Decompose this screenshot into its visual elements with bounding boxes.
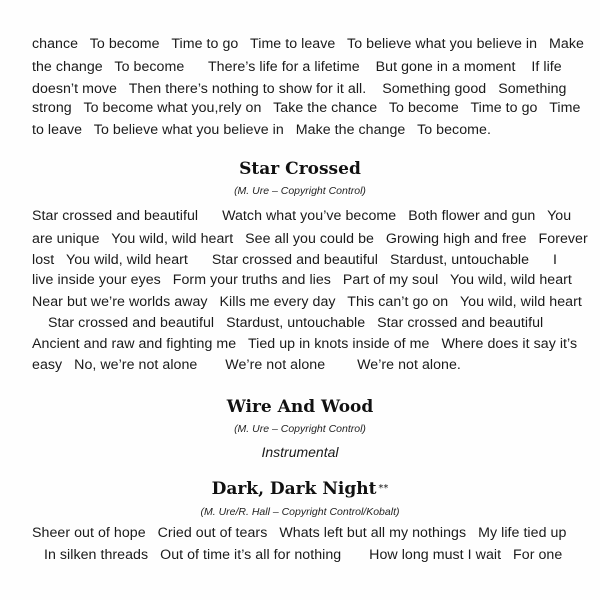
lyric-line: easy No, we’re not alone We’re not alone We’re not alone.	[32, 357, 461, 373]
lyric-line: Sheer out of hope Cried out of tears Whats left but all my nothings My life tied up	[32, 525, 567, 541]
lyric-line: doesn’t move Then there’s nothing to show for it all. Something good Something	[32, 81, 567, 97]
lyric-line: Ancient and raw and fighting me Tied up in knots inside of me Where does it say it’s	[32, 336, 578, 352]
lyric-line: to leave To believe what you believe in Make the change To become.	[32, 122, 491, 138]
lyric-line: the change To become There’s life for a lifetime But gone in a moment If life	[32, 59, 562, 75]
lyric-line: lost You wild, wild heart Star crossed and beautiful Stardust, untouchable I	[32, 252, 558, 268]
lyric-line: strong To become what you,rely on Take the chance To become Time to go Time	[32, 100, 581, 116]
footnote-marker: **	[378, 483, 389, 494]
song-title	[0, 158, 600, 180]
song-title	[0, 478, 600, 500]
song-title-text: Wire And Wood	[226, 397, 374, 417]
lyric-line: Star crossed and beautiful Stardust, untouchable Star crossed and beautiful	[32, 315, 544, 331]
lyric-line: chance To become Time to go Time to leave To believe what you believe in Make	[32, 36, 584, 52]
song-title	[0, 396, 600, 418]
song-credit: (M. Ure – Copyright Control)	[234, 185, 366, 197]
song-credit: (M. Ure – Copyright Control)	[234, 423, 366, 435]
lyric-line: In silken threads Out of time it’s all for nothing How long must I wait For one	[32, 547, 563, 563]
song-title-text: Dark, Dark Night	[211, 479, 377, 499]
instrumental-note: Instrumental	[261, 444, 339, 460]
lyric-line: Star crossed and beautiful Watch what you’ve become Both flower and gun You	[32, 208, 572, 224]
lyric-line: Near but we’re worlds away Kills me every day This can’t go on You wild, wild heart	[32, 294, 582, 310]
lyric-line: are unique You wild, wild heart See all you could be Growing high and free Forever	[32, 231, 588, 247]
lyric-line: live inside your eyes Form your truths and lies Part of my soul You wild, wild heart	[32, 272, 572, 288]
song-title-text: Star Crossed	[239, 159, 361, 179]
song-credit: (M. Ure/R. Hall – Copyright Control/Kobalt)	[200, 506, 400, 518]
